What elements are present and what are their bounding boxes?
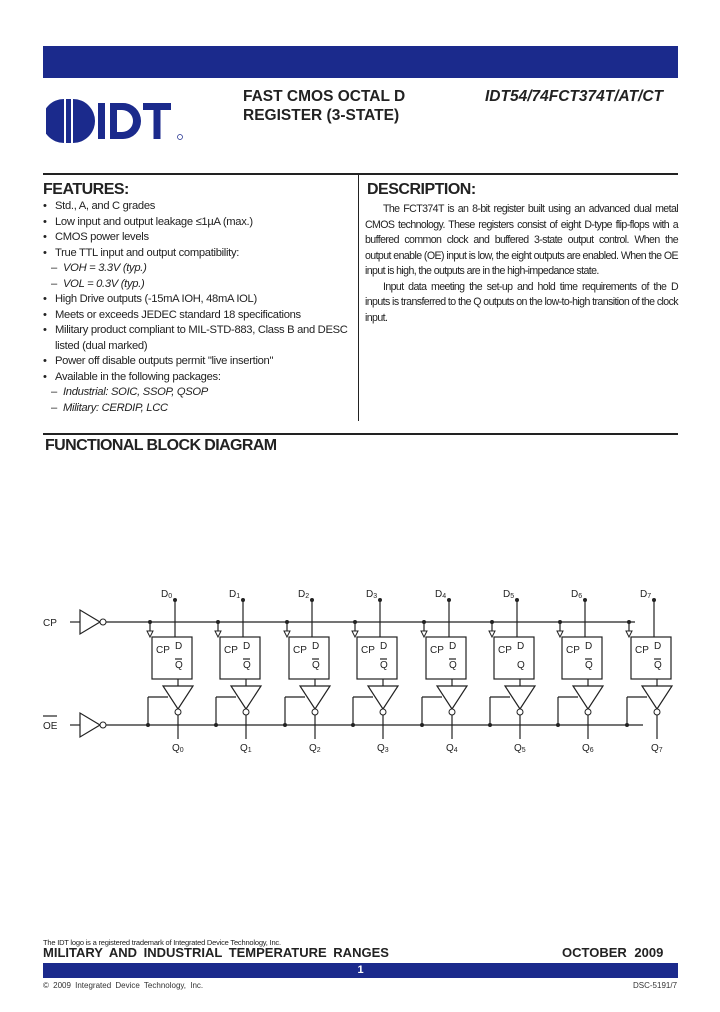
junction-dot	[241, 598, 245, 602]
q-output-label: Q7	[651, 743, 663, 754]
data-input-label: D0	[161, 589, 173, 600]
ff-clock-label: CP	[224, 645, 238, 656]
flip-flop	[631, 637, 671, 679]
flip-flop	[562, 637, 602, 679]
title-line-2: REGISTER (3-STATE)	[243, 107, 400, 124]
oe-buffer-bubble	[100, 722, 106, 728]
junction-dot	[378, 598, 382, 602]
header-bar	[43, 46, 678, 78]
section-divider	[43, 433, 678, 435]
junction-dot	[583, 598, 587, 602]
output-bubble	[654, 709, 660, 715]
flip-flop	[152, 637, 192, 679]
document-number: DSC-5191/7	[633, 981, 678, 990]
clock-arrow	[421, 631, 427, 637]
junction-dot	[214, 723, 218, 727]
ff-clock-label: CP	[566, 645, 580, 656]
q-output-label: Q1	[240, 743, 252, 754]
ff-clock-label: CP	[498, 645, 512, 656]
section-divider	[43, 173, 678, 175]
ff-q-label: Q	[312, 660, 320, 671]
junction-dot	[283, 723, 287, 727]
output-bubble	[517, 709, 523, 715]
clock-arrow	[557, 631, 563, 637]
document-title	[243, 87, 405, 125]
oe-buffer	[80, 713, 100, 737]
clock-arrow	[147, 631, 153, 637]
list-item: • Power off disable outputs permit "live insertion"	[43, 354, 353, 370]
cp-input-label: CP	[43, 618, 57, 629]
trademark-note: The IDT logo is a registered trademark of Integrated Device Technology, Inc.	[43, 938, 281, 947]
q-output-label: Q2	[309, 743, 321, 754]
ff-clock-label: CP	[430, 645, 444, 656]
part-number: IDT54/74FCT374T/AT/CT	[485, 88, 664, 105]
data-input-label: D6	[571, 589, 583, 600]
ff-d-label: D	[517, 641, 525, 652]
description-paragraph-2: Input data meeting the set-up and hold time requirements of the D inputs is transferred to the Q outputs on the low-to-high transition of the clock input.	[365, 280, 678, 324]
data-input-label: D5	[503, 589, 515, 600]
page-number: 1	[357, 964, 364, 976]
flip-flop	[357, 637, 397, 679]
junction-dot	[447, 598, 451, 602]
junction-dot	[310, 598, 314, 602]
junction-dot	[556, 723, 560, 727]
list-item-continuation: listed (dual marked)	[55, 339, 148, 352]
ff-d-label: D	[449, 641, 457, 652]
temperature-ranges: MILITARY AND INDUSTRIAL TEMPERATURE RANGES	[43, 945, 389, 960]
output-bubble	[449, 709, 455, 715]
data-input-label: D1	[229, 589, 241, 600]
output-bubble	[243, 709, 249, 715]
page-bar	[43, 963, 678, 978]
list-item: • Available in the following packages:	[43, 370, 353, 386]
junction-dot	[173, 598, 177, 602]
list-item: • Std., A, and C grades	[43, 199, 353, 215]
ff-d-label: D	[312, 641, 320, 652]
ff-q-label: Q	[175, 660, 183, 671]
ff-clock-label: CP	[361, 645, 375, 656]
q-output-label: Q4	[446, 743, 458, 754]
title-line-1: FAST CMOS OCTAL D	[243, 88, 406, 105]
clock-arrow	[626, 631, 632, 637]
list-item: • CMOS power levels	[43, 230, 353, 246]
ff-q-label: Q	[243, 660, 251, 671]
data-input-label: D2	[298, 589, 310, 600]
description-text	[365, 202, 678, 326]
ff-q-label: Q	[449, 660, 457, 671]
output-bubble	[380, 709, 386, 715]
features-heading: FEATURES:	[43, 181, 129, 198]
junction-dot	[351, 723, 355, 727]
list-item: • High Drive outputs (-15mA IOH, 48mA IOL)	[43, 292, 353, 308]
ff-clock-label: CP	[293, 645, 307, 656]
q-output-label: Q3	[377, 743, 389, 754]
list-item: • Military product compliant to MIL-STD-883, Class B and DESC	[43, 323, 353, 339]
flip-flop	[220, 637, 260, 679]
ff-q-label: Q	[654, 660, 662, 671]
description-paragraph-1: The FCT374T is an 8-bit register built using an advanced dual metal CMOS technology. These registers consist of eight D-type flip-flops with a buffered common clock and buffered 3-state output control. When the output enable (OE) input is low, the eight outputs are enabled. When the OE input is high, the outputs are in the high-impedance state.	[365, 203, 678, 277]
list-item: • Low input and output leakage ≤1µA (max.)	[43, 215, 353, 231]
list-subitem: – Industrial: SOIC, SSOP, QSOP	[43, 385, 353, 401]
ff-d-label: D	[654, 641, 662, 652]
ff-q-label: Q	[380, 660, 388, 671]
flip-flop	[494, 637, 534, 679]
output-bubble	[585, 709, 591, 715]
copyright: © 2009 Integrated Device Technology, Inc.	[43, 981, 204, 990]
ff-clock-label: CP	[635, 645, 649, 656]
list-item: • Meets or exceeds JEDEC standard 18 specifications	[43, 308, 353, 324]
junction-dot	[146, 723, 150, 727]
output-bubble	[312, 709, 318, 715]
list-subitem: – VOH = 3.3V (typ.)	[43, 261, 353, 277]
data-input-label: D7	[640, 589, 652, 600]
list-subitem: – Military: CERDIP, LCC	[43, 401, 353, 417]
junction-dot	[515, 598, 519, 602]
data-input-label: D4	[435, 589, 447, 600]
functional-block-diagram	[30, 585, 680, 765]
ff-clock-label: CP	[156, 645, 170, 656]
diagram-heading: FUNCTIONAL BLOCK DIAGRAM	[45, 437, 277, 454]
ff-d-label: D	[243, 641, 251, 652]
clock-arrow	[215, 631, 221, 637]
features-list	[43, 199, 353, 416]
q-output-label: Q0	[172, 743, 184, 754]
ff-d-label: D	[380, 641, 388, 652]
data-input-label: D3	[366, 589, 378, 600]
q-output-label: Q5	[514, 743, 526, 754]
cp-buffer-bubble	[100, 619, 106, 625]
ff-d-label: D	[175, 641, 183, 652]
ff-q-label: Q	[585, 660, 593, 671]
list-item: • True TTL input and output compatibility:	[43, 246, 353, 262]
column-divider	[358, 175, 359, 421]
clock-arrow	[284, 631, 290, 637]
description-heading: DESCRIPTION:	[367, 181, 476, 198]
junction-dot	[625, 723, 629, 727]
ff-d-label: D	[585, 641, 593, 652]
q-output-label: Q6	[582, 743, 594, 754]
oe-input-label: OE	[43, 721, 58, 732]
list-subitem: – VOL = 0.3V (typ.)	[43, 277, 353, 293]
junction-dot	[420, 723, 424, 727]
clock-arrow	[352, 631, 358, 637]
flip-flop	[426, 637, 466, 679]
cp-buffer	[80, 610, 100, 634]
flip-flop	[289, 637, 329, 679]
junction-dot	[652, 598, 656, 602]
output-bubble	[175, 709, 181, 715]
ff-q-label: Q	[517, 660, 525, 671]
publish-date: OCTOBER 2009	[562, 945, 664, 960]
clock-arrow	[489, 631, 495, 637]
junction-dot	[488, 723, 492, 727]
idt-logo	[46, 94, 186, 148]
